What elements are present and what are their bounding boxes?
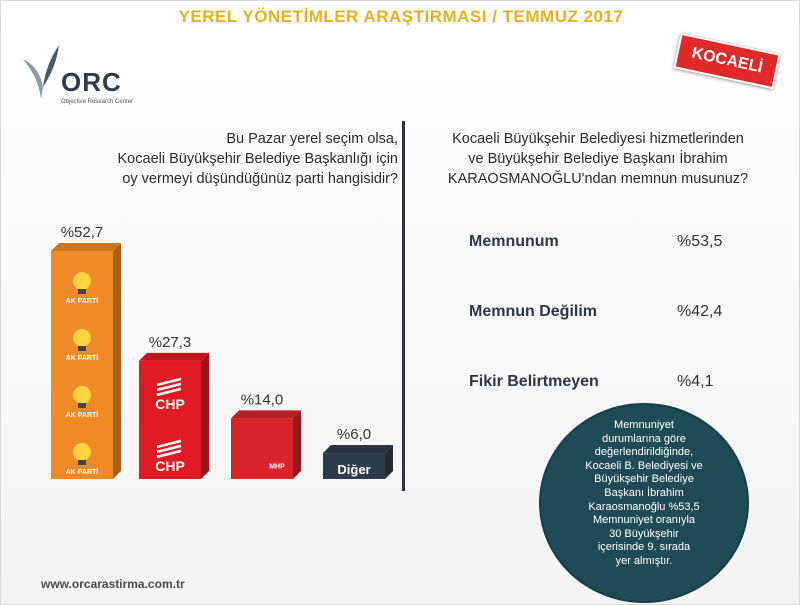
bar-value-label: %52,7 xyxy=(60,224,104,241)
satisfaction-question-line: Kocaeli Büyükşehir Belediyesi hizmetlerinden xyxy=(452,131,744,147)
bar-side xyxy=(201,353,209,479)
vote-question-line: Kocaeli Büyükşehir Belediye Başkanlığı için xyxy=(117,151,398,167)
callout-line: Karaosmanoğlu %53,5 xyxy=(588,500,700,513)
satisfaction-question-line: KARAOSMANOĞLU'ndan memnun musunuz? xyxy=(447,171,749,187)
vote-question xyxy=(13,129,398,189)
center-divider xyxy=(402,121,405,491)
logo-subtitle: Objective Research Center xyxy=(61,99,134,105)
callout-line: 30 Büyükşehir xyxy=(609,527,679,540)
callout-text xyxy=(561,419,727,569)
callout-line: Memnuniyet oranıyla xyxy=(592,514,696,527)
bar-category-label: AK PARTİ xyxy=(65,355,99,362)
bulb-icon xyxy=(78,289,86,294)
bar-value-label: %6,0 xyxy=(336,426,372,444)
page-title: YEREL YÖNETİMLER ARAŞTIRMASI / TEMMUZ 2017 xyxy=(178,7,624,26)
bar-value-label: %14,0 xyxy=(240,391,284,409)
bar-top xyxy=(323,445,393,453)
vote-question-line: Bu Pazar yerel seçim olsa, xyxy=(226,131,398,147)
bulb-icon xyxy=(73,329,91,347)
bulb-icon xyxy=(73,443,91,461)
callout-line: Başkanı İbrahim xyxy=(604,486,684,499)
bar-category-label: Diğer xyxy=(337,462,371,477)
logo-text: ORC xyxy=(61,67,122,97)
callout-line: yer almıştır. xyxy=(615,554,673,567)
callout-line: Kocaeli B. Belediyesi ve xyxy=(585,459,703,472)
bar-side xyxy=(113,243,121,479)
bar-category-label: AK PARTİ xyxy=(65,412,99,419)
bar-category-label: CHP xyxy=(155,395,185,412)
satisfaction-label: Memnun Değilim xyxy=(469,303,598,320)
bar-top xyxy=(231,410,301,418)
satisfaction-label: Fikir Belirtmeyen xyxy=(469,373,599,390)
bar-value-label: %27,3 xyxy=(148,333,192,351)
callout-line: Büyükşehir Belediye xyxy=(594,473,694,486)
footer-url: www.orcarastirma.com.tr xyxy=(41,577,185,591)
satisfaction-value: %42,4 xyxy=(677,303,723,320)
leaf-icon xyxy=(21,41,61,101)
city-stamp: KOCAELİ xyxy=(673,33,780,89)
satisfaction-question-line: ve Büyükşehir Belediye Başkanı İbrahim xyxy=(468,151,728,167)
callout-line: durumlarına göre xyxy=(602,432,686,445)
bulb-icon xyxy=(78,346,86,351)
bar-side xyxy=(293,410,301,479)
bar-top xyxy=(139,353,209,361)
satisfaction-question xyxy=(413,129,783,189)
bar-category-label: AK PARTİ xyxy=(65,469,99,476)
vote-question-line: oy vermeyi düşündüğünüz parti hangisidir? xyxy=(122,171,398,187)
vote-bar-chart xyxy=(1,211,401,501)
bulb-icon xyxy=(78,460,86,465)
satisfaction-value: %4,1 xyxy=(677,373,714,390)
callout-circle xyxy=(541,405,747,601)
satisfaction-label: Memnunum xyxy=(469,233,559,250)
bar-top xyxy=(51,243,121,251)
orc-logo xyxy=(21,41,141,111)
bulb-icon xyxy=(73,272,91,290)
bar-category-label: MHP xyxy=(269,463,285,471)
bar-category-label: AK PARTİ xyxy=(65,298,99,305)
bulb-icon xyxy=(73,386,91,404)
callout-line: Memnuniyet xyxy=(614,419,674,431)
bar-category-label: CHP xyxy=(155,457,185,474)
callout-line: değerlendirildiğinde, xyxy=(594,446,694,459)
bulb-icon xyxy=(78,403,86,408)
satisfaction-value: %53,5 xyxy=(677,233,723,250)
callout-line: içerisinde 9. sırada xyxy=(597,541,691,554)
